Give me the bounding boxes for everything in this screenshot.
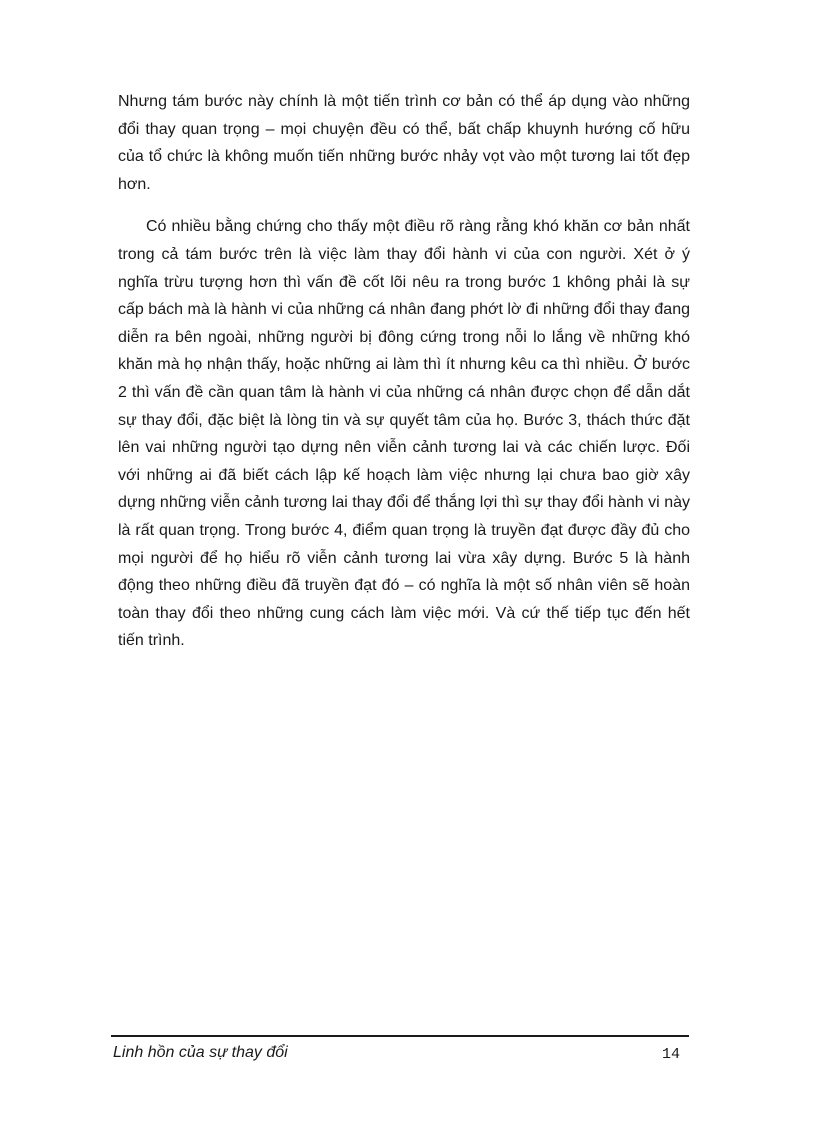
page-number: 14 bbox=[661, 1046, 680, 1063]
paragraph-2: Có nhiều bằng chứng cho thấy một điều rõ ràng rằng khó khăn cơ bản nhất trong cả tám bước trên là việc làm thay đổi hành vi của con người. Xét ở ý nghĩa trừu tượng hơn thì vấn đề cốt lõi nêu ra trong bước 1 không phải là sự cấp bách mà là hành vi của những cá nhân đang phớt lờ đi những đổi thay đang diễn ra bên ngoài, những người bị đông cứng trong nỗi lo lắng về những khó khăn mà họ nhận thấy, hoặc những ai làm thì ít nhưng kêu ca thì nhiều. Ở bước 2 thì vấn đề cần quan tâm là hành vi của những cá nhân được chọn để dẫn dắt sự thay đổi, đặc biệt là lòng tin và sự quyết tâm của họ. Bước 3, thách thức đặt lên vai những người tạo dựng nên viễn cảnh tương lai và các chiến lược. Đối với những ai đã biết cách lập kế hoạch làm việc nhưng lại chưa bao giờ xây dựng những viễn cảnh tương lai thay đổi để thắng lợi thì sự thay đổi hành vi này là rất quan trọng. Trong bước 4, điểm quan trọng là truyền đạt được đầy đủ cho mọi người để họ hiểu rõ viễn cảnh tương lai vừa xây dựng. Bước 5 là hành động theo những điều đã truyền đạt đó – có nghĩa là một số nhân viên sẽ hoàn toàn thay đổi theo những cung cách làm việc mới. Và cứ thế tiếp tục đến hết tiến trình. bbox=[118, 218, 690, 650]
paragraph-1: Nhưng tám bước này chính là một tiến trình cơ bản có thể áp dụng vào những đổi thay quan trọng – mọi chuyện đều có thể, bất chấp khuynh hướng cố hữu của tổ chức là không muốn tiến những bước nhảy vọt vào một tương lai tốt đẹp hơn. bbox=[118, 93, 690, 193]
body-text bbox=[118, 88, 690, 655]
footer-divider bbox=[111, 1035, 689, 1037]
footer-book-title: Linh hồn của sự thay đổi bbox=[113, 1044, 288, 1061]
